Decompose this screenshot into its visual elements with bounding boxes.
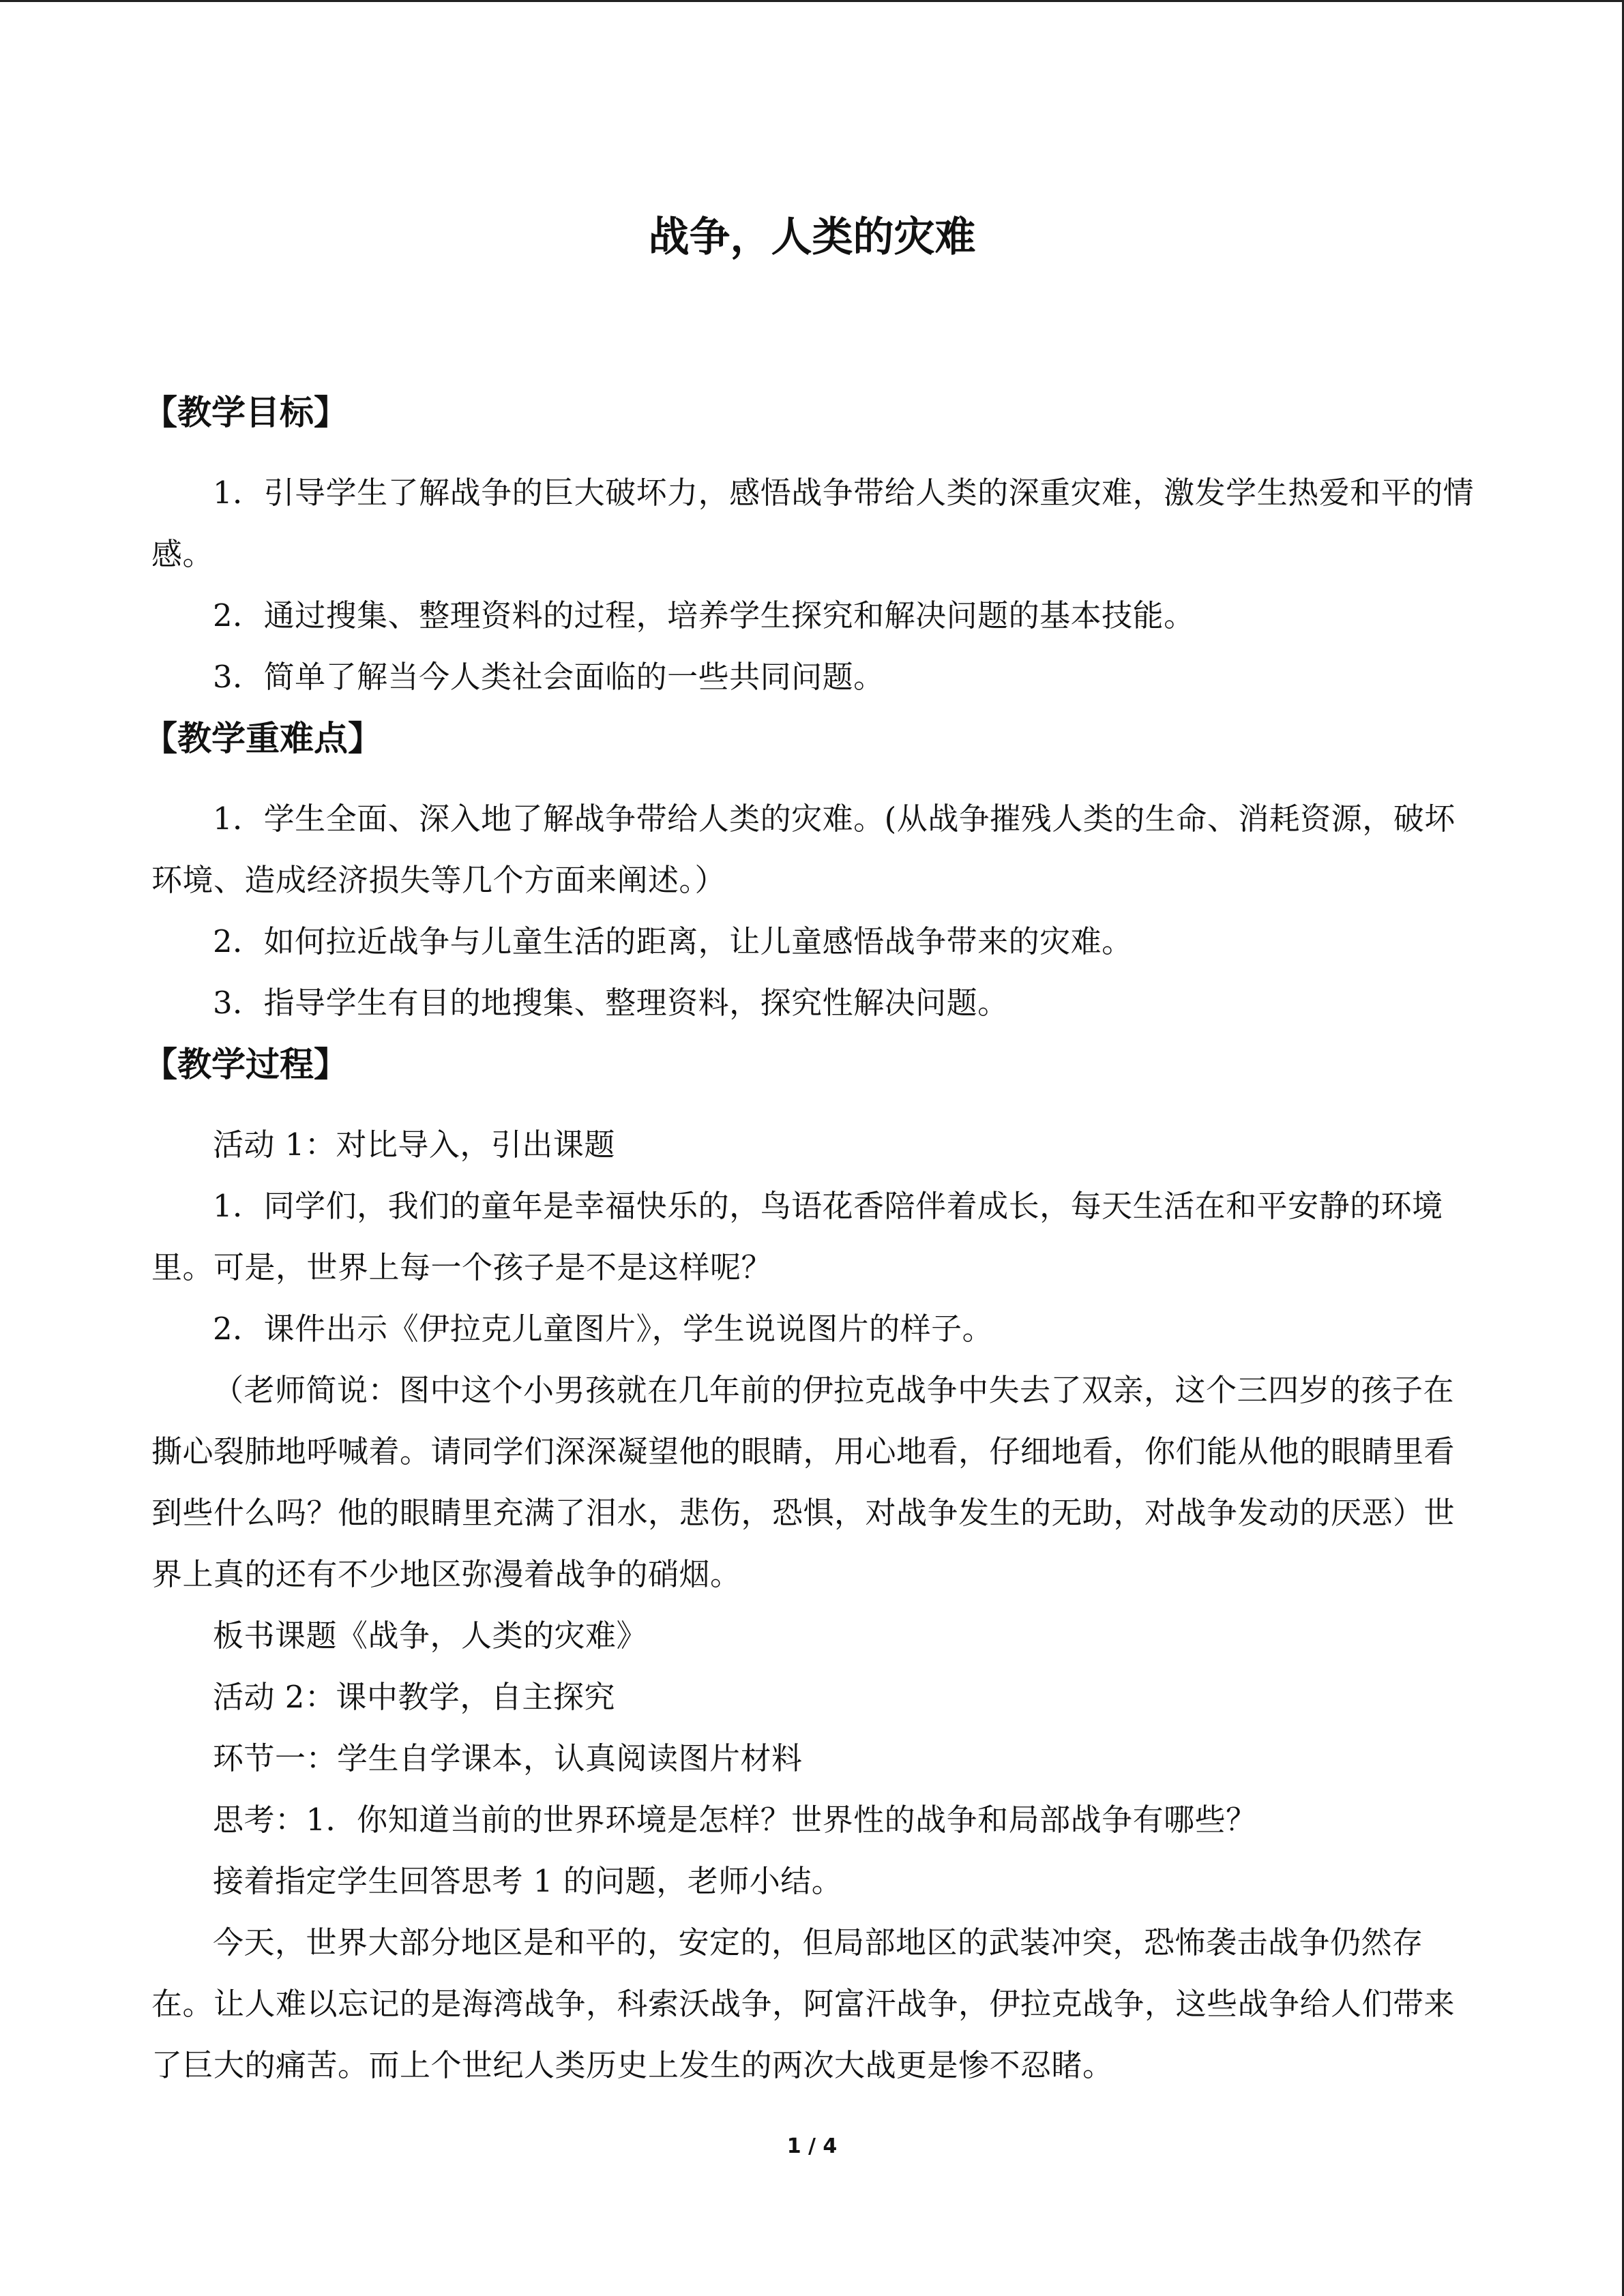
- section-heading-process: 【教学过程】: [143, 1045, 348, 1084]
- process-paragraph-5: 板书课题《战争，人类的灾难》: [213, 1617, 648, 1654]
- process-paragraph-8: 思考：1．你知道当前的世界环境是怎样？世界性的战争和局部战争有哪些？: [213, 1802, 1257, 1838]
- process-paragraph-2: 1．同学们，我们的童年是幸福快乐的，鸟语花香陪伴着成长，每天生活在和平安静的环境里。可是，世界上每一个孩子是不是这样呢？: [151, 1188, 1443, 1285]
- process-paragraph-6: 活动 2：课中教学，自主探究: [213, 1679, 615, 1715]
- process-paragraph-9: 接着指定学生回答思考 1 的问题，老师小结。: [213, 1863, 843, 1899]
- process-paragraph-4: （老师简说：图中这个小男孩就在几年前的伊拉克战争中失去了双亲，这个三四岁的孩子在撕心裂肺地呼喊着。请同学们深深凝望他的眼睛，用心地看，仔细地看，你们能从他的眼睛里看到些什么吗？他的眼睛里充满了泪水，悲伤，恐惧，对战争发生的无助，对战争发动的厌恶）世界上真的还有不少地区弥漫着战争的硝烟。: [151, 1372, 1456, 1592]
- objectives-paragraph-1: 1．引导学生了解战争的巨大破坏力，感悟战争带给人类的深重灾难，激发学生热爱和平的情感。: [151, 475, 1475, 572]
- document-body: [143, 382, 1475, 2096]
- document-title: 战争，人类的灾难: [648, 213, 976, 261]
- key-points-paragraph-1: 1．学生全面、深入地了解战争带给人类的灾难。(从战争摧残人类的生命、消耗资源，破坏环境、造成经济损失等几个方面来阐述。）: [151, 801, 1456, 898]
- section-heading-key-points: 【教学重难点】: [143, 719, 382, 758]
- key-points-paragraph-3: 3．指导学生有目的地搜集、整理资料，探究性解决问题。: [213, 985, 1009, 1021]
- process-paragraph-7: 环节一：学生自学课本，认真阅读图片材料: [213, 1740, 803, 1776]
- objectives-paragraph-3: 3．简单了解当今人类社会面临的一些共同问题。: [213, 659, 885, 695]
- page-border-top: [0, 0, 1624, 2]
- page-number: 1 / 4: [786, 2134, 838, 2158]
- process-paragraph-1: 活动 1：对比导入，引出课题: [213, 1127, 615, 1163]
- process-paragraph-3: 2．课件出示《伊拉克儿童图片》，学生说说图片的样子。: [213, 1311, 994, 1347]
- process-paragraph-10: 今天，世界大部分地区是和平的，安定的，但局部地区的武装冲突，恐怖袭击战争仍然存在。让人难以忘记的是海湾战争，科索沃战争，阿富汗战争，伊拉克战争，这些战争给人们带来了巨大的痛苦。而上个世纪人类历史上发生的两次大战更是惨不忍睹。: [151, 1924, 1456, 2083]
- section-heading-objectives: 【教学目标】: [143, 393, 348, 432]
- objectives-paragraph-2: 2．通过搜集、整理资料的过程，培养学生探究和解决问题的基本技能。: [213, 597, 1195, 633]
- key-points-paragraph-2: 2．如何拉近战争与儿童生活的距离，让儿童感悟战争带来的灾难。: [213, 923, 1133, 959]
